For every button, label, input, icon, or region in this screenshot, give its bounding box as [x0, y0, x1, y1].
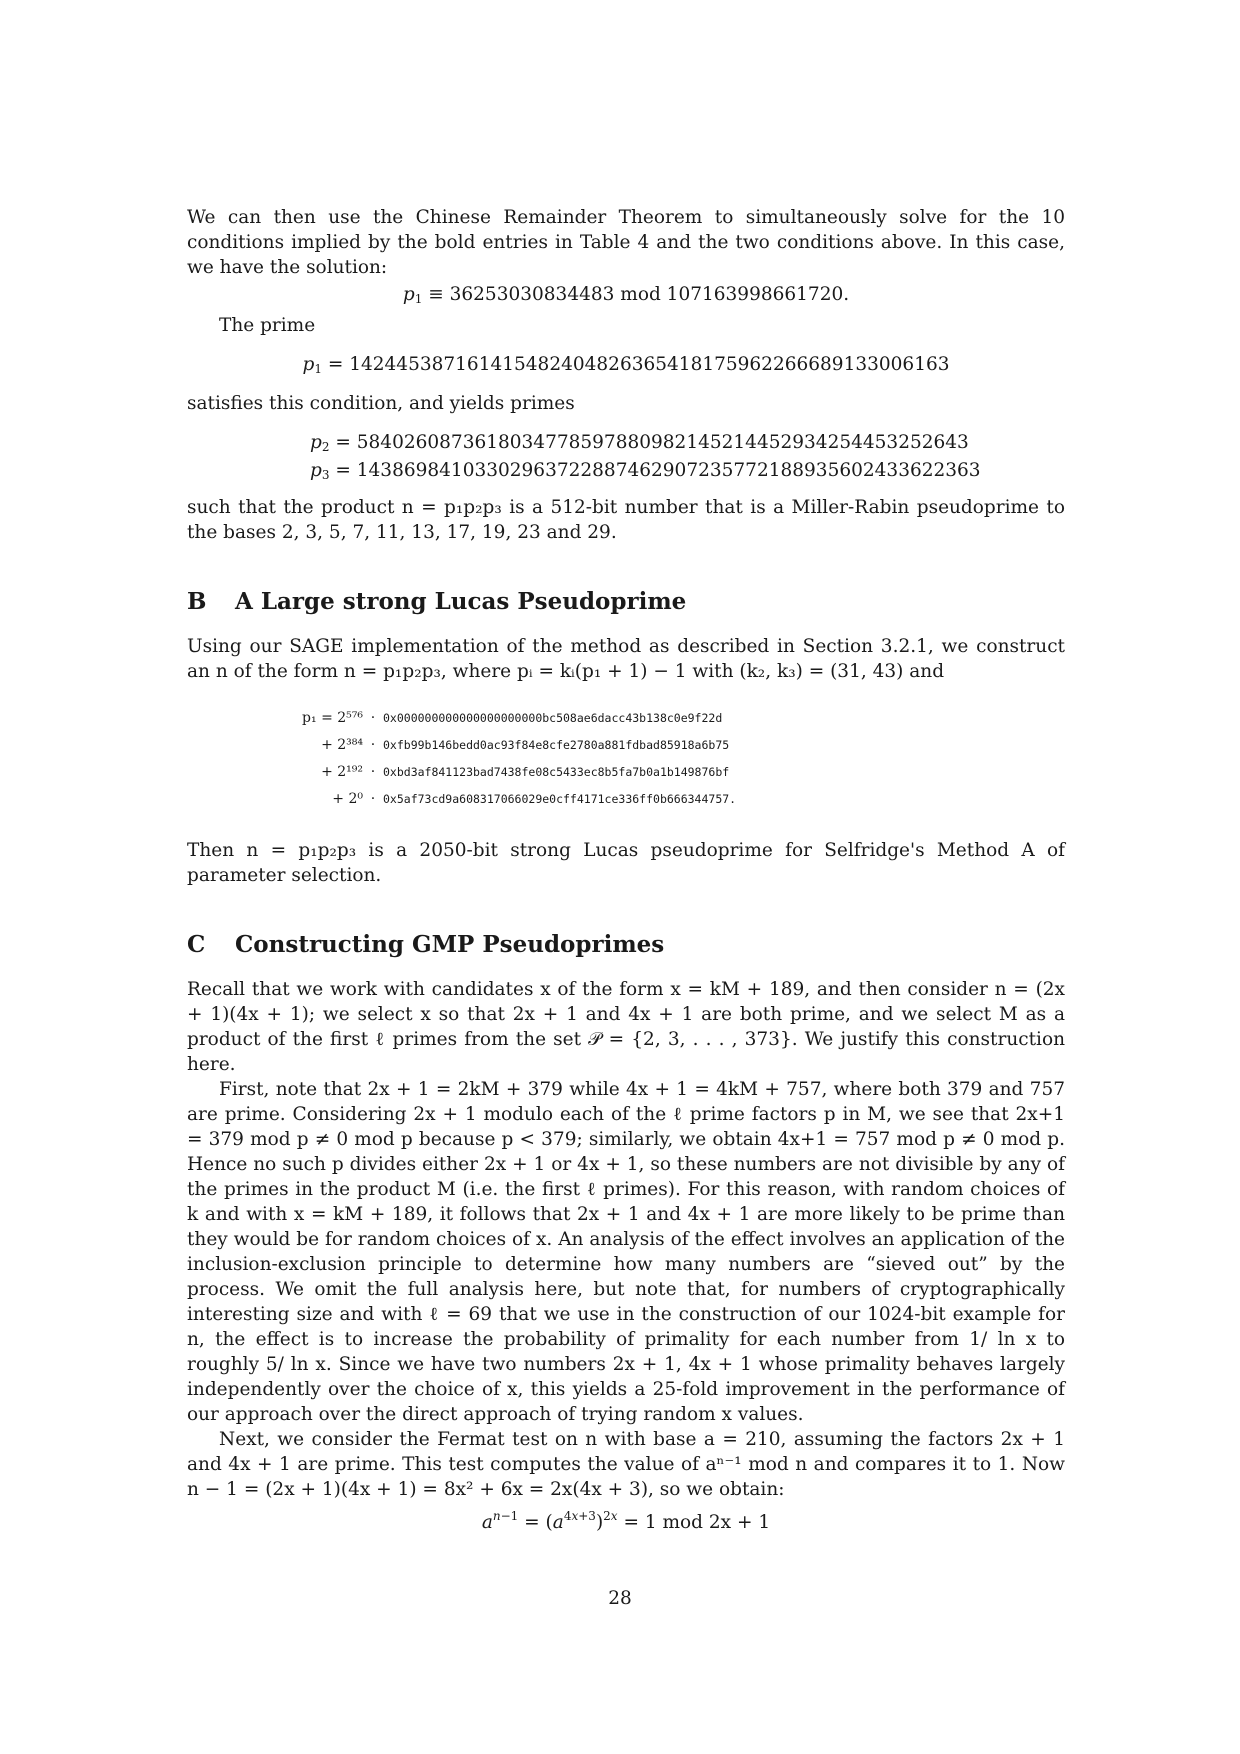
section-b-title: A Large strong Lucas Pseudoprime — [235, 588, 687, 615]
hex-expansion — [163, 706, 1065, 814]
appendix-a-intro: We can then use the Chinese Remainder Theorem to simultaneously solve for the 10 conditions implied by the bold entries in Table 4 and the two conditions above. In this case, we have the solution: — [187, 207, 1065, 278]
page-number: 28 — [608, 1588, 632, 1609]
section-b-after: Then n = p₁p₂p₃ is a 2050-bit strong Lucas pseudoprime for Selfridge's Method A of parameter selection. — [187, 840, 1065, 886]
hex-row: p₁ = 2⁵⁷⁶ · 0x000000000000000000000bc508ae6dacc43b138c0e9f22d — [302, 710, 723, 726]
section-b-number: B — [187, 588, 207, 615]
p2-equation: $p_2 = 5840260873618034778597880982145214452934254453252643$ — [310, 432, 969, 454]
p1-equation: $p_1 = 142445387161415482404826365418175962266689133006163$ — [302, 354, 950, 376]
section-c-para3: Next, we consider the Fermat test on n with base a = 210, assuming the factors 2x + 1 and 4x + 1 are prime. This test computes the value of aⁿ⁻¹ mod n and compares it to 1. Now n − 1 = (2x + 1)(4x + 1) = 8x² + 6x = 2x(4x + 3), so we obtain: — [187, 1429, 1065, 1500]
hex-row: + 2¹⁹² · 0xbd3af841123bad7438fe08c5433ec8b5fa7b0a1b149876bf — [321, 764, 730, 780]
section-c-heading — [187, 932, 1065, 957]
hex-row: + 2⁰ · 0x5af73cd9a608317066029e0cff4171ce336ff0b666344757. — [332, 791, 737, 807]
fermat-equation: $a^{n-1} = (a^{4x+3})^{2x} = 1$ mod 2x + 1 — [481, 1509, 771, 1533]
page-body — [187, 205, 1065, 1541]
appendix-a-conclusion: such that the product n = p₁p₂p₃ is a 512-bit number that is a Miller-Rabin pseudoprime to the bases 2, 3, 5, 7, 11, 13, 17, 19, 23 and 29. — [187, 497, 1065, 543]
satisfies-text: satisfies this condition, and yields primes — [187, 393, 575, 414]
section-b-heading — [187, 589, 1065, 614]
section-c-number: C — [187, 931, 206, 958]
section-c-title: Constructing GMP Pseudoprimes — [235, 931, 665, 958]
p3-equation: $p_3 = 14386984103302963722887462907235772188935602433622363$ — [310, 460, 981, 482]
the-prime-label: The prime — [219, 315, 316, 336]
section-c-para1: Recall that we work with candidates x of the form x = kM + 189, and then consider n = (2x + 1)(4x + 1); we select x so that 2x + 1 and 4x + 1 are both prime, and we select M as a product of the first ℓ primes from the set 𝒫 = {2, 3, . . . , 373}. We justify this construction here. — [187, 979, 1065, 1075]
section-c-para2: First, note that 2x + 1 = 2kM + 379 while 4x + 1 = 4kM + 757, where both 379 and 757 are prime. Considering 2x + 1 modulo each of the ℓ prime factors p in M, we see that 2x+1 = 379 mod p ≠ 0 mod p because p < 379; similarly, we obtain 4x+1 = 757 mod p ≠ 0 mod p. Hence no such p divides either 2x + 1 or 4x + 1, so these numbers are not divisible by any of the primes in the product M (i.e. the first ℓ primes). For this reason, with random choices of k and with x = kM + 189, it follows that 2x + 1 and 4x + 1 are more likely to be prime than they would be for random choices of x. An analysis of the effect involves an application of the inclusion-exclusion principle to determine how many numbers are “sieved out” by the process. We omit the full analysis here, but note that, for numbers of cryptographically interesting size and with ℓ = 69 that we use in the construction of our 1024-bit example for n, the effect is to increase the probability of primality for each number from 1/ ln x to roughly 5/ ln x. Since we have two numbers 2x + 1, 4x + 1 whose primality behaves largely independently over the choice of x, this yields a 25-fold improvement in the performance of our approach over the direct approach of trying random x values. — [187, 1079, 1065, 1425]
p2-p3-equations — [310, 430, 1065, 483]
section-b-intro: Using our SAGE implementation of the method as described in Section 3.2.1, we construct an n of the form n = p₁p₂p₃, where pᵢ = kᵢ(p₁ + 1) − 1 with (k₂, k₃) = (31, 43) and — [187, 636, 1065, 682]
crt-solution-equation: $p_1 \equiv 36253030834483$ mod 107163998661720. — [402, 284, 850, 306]
hex-row: + 2³⁸⁴ · 0xfb99b146bedd0ac93f84e8cfe2780a881fdbad85918a6b75 — [321, 737, 730, 753]
